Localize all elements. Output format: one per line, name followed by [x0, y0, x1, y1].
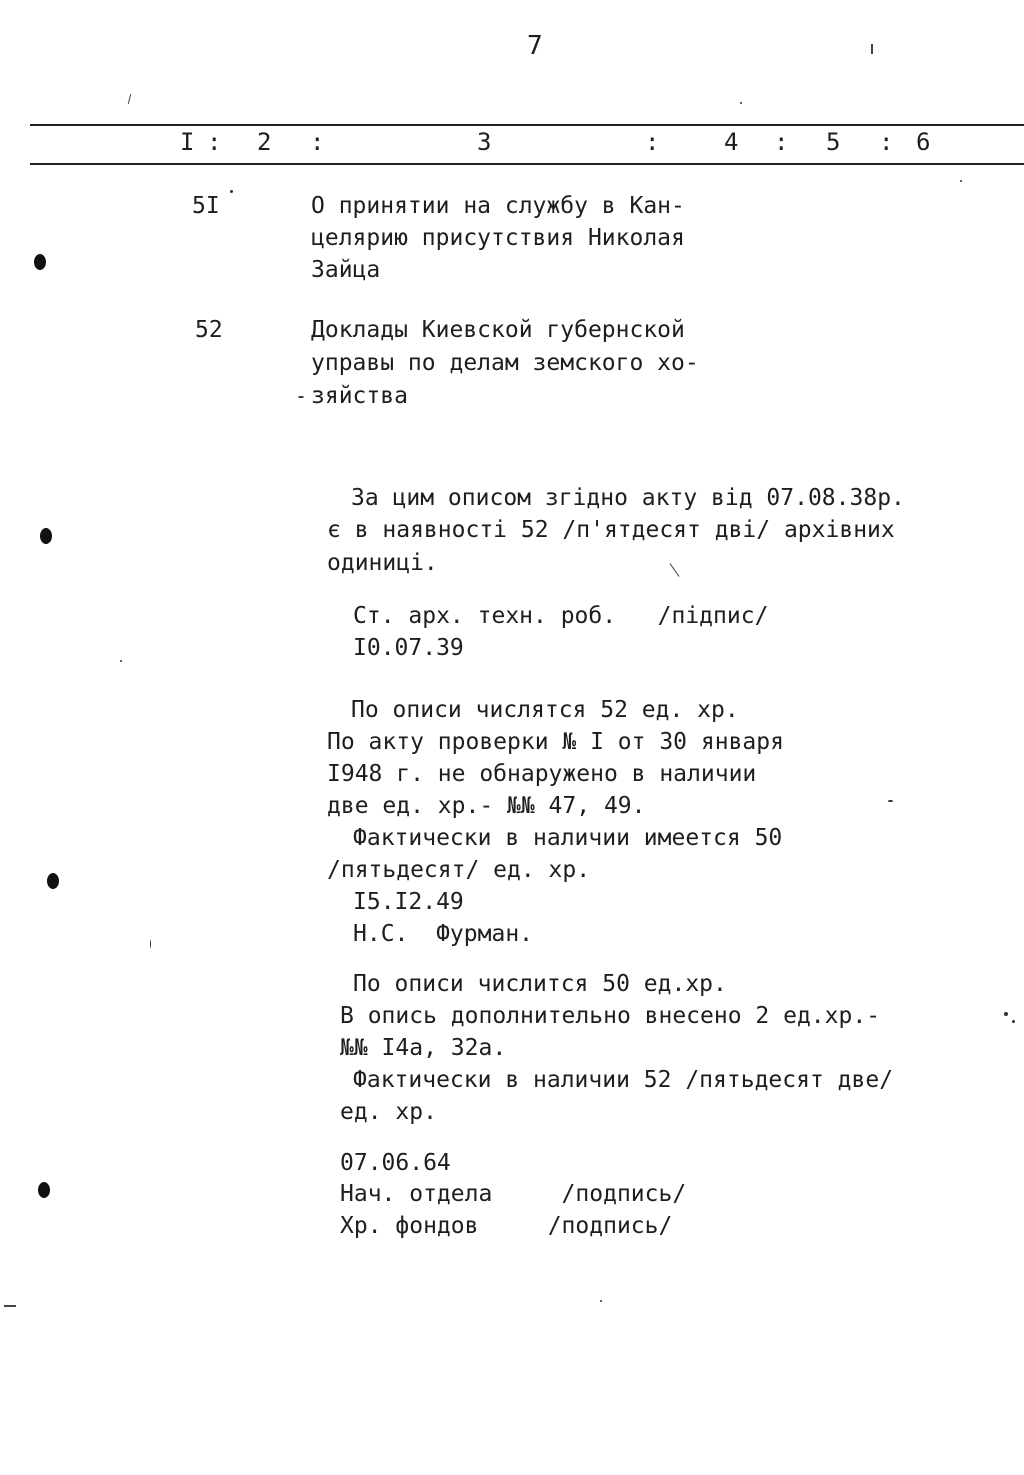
scan-mark — [871, 44, 873, 54]
header-sep: : — [645, 128, 660, 156]
scan-mark — [670, 563, 680, 577]
note-line: По акту проверки № I от 30 января — [327, 729, 784, 755]
entry-title-line: Зайца — [311, 257, 381, 283]
scan-speck — [150, 940, 151, 948]
entry-title-line: Доклады Киевской губернской — [311, 317, 685, 343]
note-line: №№ I4а, 32а. — [340, 1035, 507, 1061]
note-line: /пятьдесят/ ед. хр. — [327, 857, 591, 883]
note-line: За цим описом згідно акту від 07.08.38р. — [351, 485, 905, 511]
header-col-6: 6 — [916, 128, 931, 156]
header-sep: : — [879, 128, 894, 156]
header-sep: : — [310, 128, 325, 156]
note-line: В опись дополнительно внесено 2 ед.хр.- — [340, 1003, 881, 1029]
entry-number: 52 — [195, 317, 223, 343]
entry-title-line: О принятии на службу в Кан- — [311, 193, 685, 219]
punch-hole — [38, 1182, 50, 1198]
note-line: две ед. хр.- №№ 47, 49. — [327, 793, 646, 819]
entry-number: 5I — [192, 193, 220, 219]
note-signer: Н.С. Фурман. — [353, 921, 534, 947]
scan-speck — [120, 660, 122, 662]
scan-speck — [230, 190, 233, 193]
signature-line: Нач. отдела /подпись/ — [340, 1181, 687, 1207]
entry-title-line: целярию присутствия Николая — [311, 225, 685, 251]
entry-title-line: зяйства — [311, 383, 408, 409]
header-col-2: 2 — [257, 128, 272, 156]
scan-speck — [960, 180, 962, 182]
scan-mark — [128, 94, 132, 104]
signature-line: Ст. арх. техн. роб. /підпис/ — [353, 603, 769, 629]
header-col-4: 4 — [724, 128, 739, 156]
scan-speck — [1012, 1020, 1015, 1023]
page-number: 7 — [527, 31, 543, 61]
note-line: I948 г. не обнаружено в наличии — [327, 761, 757, 787]
note-line: одиниці. — [327, 550, 438, 576]
header-col-1: I — [180, 128, 195, 156]
header-sep: : — [774, 128, 789, 156]
scan-speck — [888, 800, 893, 802]
header-col-3: 3 — [477, 128, 492, 156]
signature-date: I0.07.39 — [353, 635, 464, 661]
note-line: Фактически в наличии имеется 50 — [353, 825, 783, 851]
note-date: I5.I2.49 — [353, 889, 464, 915]
punch-hole — [47, 873, 59, 889]
signature-line: Хр. фондов /подпись/ — [340, 1213, 673, 1239]
note-line: По описи числится 50 ед.хр. — [353, 971, 727, 997]
header-bottom-rule — [30, 163, 1024, 165]
header-sep: : — [207, 128, 222, 156]
note-line: Фактически в наличии 52 /пятьдесят две/ — [353, 1067, 894, 1093]
punch-hole — [40, 528, 52, 544]
punch-hole — [34, 254, 46, 270]
scan-mark — [4, 1305, 16, 1307]
scan-speck — [740, 102, 742, 104]
entry-title-line: управы по делам земского хо- — [311, 350, 699, 376]
header-col-5: 5 — [826, 128, 841, 156]
note-line: є в наявності 52 /п'ятдесят дві/ архівних — [327, 517, 895, 543]
note-date: 07.06.64 — [340, 1150, 451, 1176]
note-line: По описи числятся 52 ед. хр. — [351, 697, 739, 723]
note-line: ед. хр. — [340, 1099, 437, 1125]
scan-speck — [1004, 1012, 1008, 1016]
scan-speck — [600, 1300, 602, 1302]
scan-speck — [298, 396, 304, 398]
